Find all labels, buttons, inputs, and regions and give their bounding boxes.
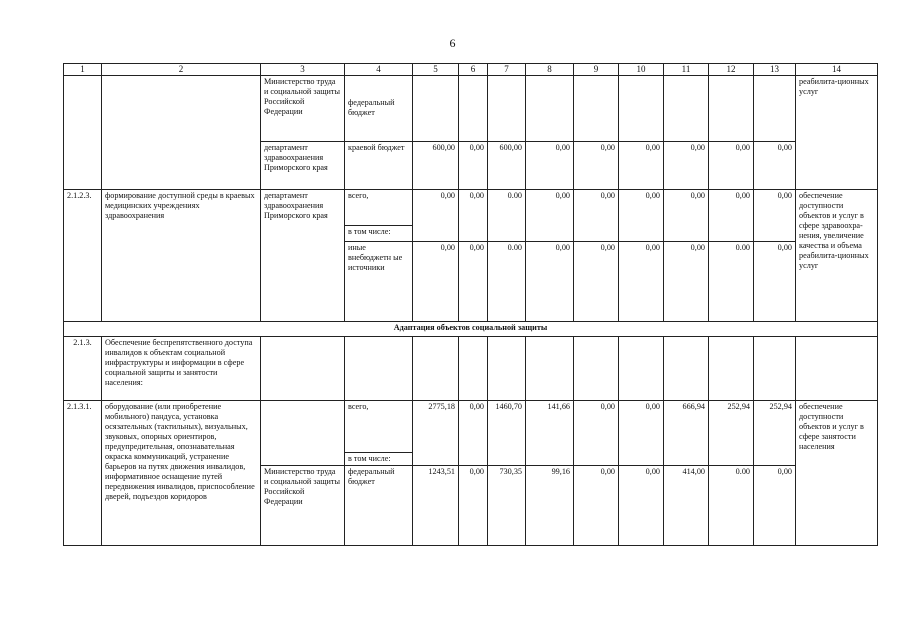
value-cell: 0,00 bbox=[526, 142, 574, 190]
value-cell: 0,00 bbox=[709, 142, 754, 190]
source-cell: федеральный бюджет bbox=[345, 466, 413, 546]
header-cell: 10 bbox=[619, 64, 664, 76]
source-cell: всего, bbox=[345, 190, 413, 226]
table-row bbox=[64, 190, 878, 226]
value-cell bbox=[413, 337, 459, 401]
value-cell: 414,00 bbox=[664, 466, 709, 546]
value-cell: 0,00 bbox=[574, 401, 619, 466]
value-cell bbox=[709, 76, 754, 142]
value-cell: 666,94 bbox=[664, 401, 709, 466]
header-cell: 1 bbox=[64, 64, 102, 76]
value-cell bbox=[574, 76, 619, 142]
result-cell bbox=[796, 337, 878, 401]
value-cell bbox=[574, 337, 619, 401]
value-cell: 0,00 bbox=[664, 190, 709, 242]
value-cell bbox=[459, 76, 488, 142]
table-row bbox=[64, 76, 878, 142]
code-cell: 2.1.3. bbox=[64, 337, 102, 401]
name-cell: оборудование (или приобретение мобильного) пандуса, установка осязательных (тактильных), визуальных, звуковых, опорных ориентиров, предупредительная, опознавательная окраска коммуникаций, устранение барьеров на путях движения инвалидов, информативное оснащение путей передвижения инвалидов, приспособление дверей, подъездов коридоров bbox=[102, 401, 261, 546]
value-cell: 252,94 bbox=[754, 401, 796, 466]
value-cell: 0,00 bbox=[574, 242, 619, 322]
source-cell: иные внебюджетн ые источники bbox=[345, 242, 413, 322]
value-cell: 1243,51 bbox=[413, 466, 459, 546]
value-cell: 600,00 bbox=[413, 142, 459, 190]
value-cell: 0,00 bbox=[619, 190, 664, 242]
value-cell: 730,35 bbox=[488, 466, 526, 546]
value-cell: 0,00 bbox=[619, 242, 664, 322]
value-cell: 0,00 bbox=[574, 466, 619, 546]
source-cell: всего, bbox=[345, 401, 413, 453]
result-cell: реабилита-ционных услуг bbox=[796, 76, 878, 190]
header-cell: 7 bbox=[488, 64, 526, 76]
value-cell: 0.00 bbox=[709, 242, 754, 322]
code-cell: 2.1.2.3. bbox=[64, 190, 102, 322]
header-row bbox=[64, 64, 878, 76]
value-cell: 0,00 bbox=[526, 242, 574, 322]
name-cell: формирование доступной среды в краевых медицинских учреждениях здравоохранения bbox=[102, 190, 261, 322]
value-cell: 0,00 bbox=[459, 466, 488, 546]
header-cell: 3 bbox=[261, 64, 345, 76]
value-cell bbox=[488, 337, 526, 401]
value-cell: 600,00 bbox=[488, 142, 526, 190]
value-cell bbox=[619, 76, 664, 142]
name-cell bbox=[102, 76, 261, 190]
value-cell: 0,00 bbox=[754, 190, 796, 242]
source-cell: в том числе: bbox=[345, 226, 413, 242]
header-cell: 11 bbox=[664, 64, 709, 76]
value-cell: 0,00 bbox=[619, 401, 664, 466]
value-cell: 2775,18 bbox=[413, 401, 459, 466]
header-cell: 12 bbox=[709, 64, 754, 76]
value-cell bbox=[459, 337, 488, 401]
source-cell: краевой бюджет bbox=[345, 142, 413, 190]
header-cell: 8 bbox=[526, 64, 574, 76]
table-row bbox=[64, 337, 878, 401]
executor-cell bbox=[261, 401, 345, 466]
executor-cell: департамент здравоохранения Приморского края bbox=[261, 190, 345, 322]
value-cell: 0,00 bbox=[459, 142, 488, 190]
header-cell: 13 bbox=[754, 64, 796, 76]
result-cell: обеспечение доступности объектов и услуг в сфере занятости населения bbox=[796, 401, 878, 546]
value-cell bbox=[526, 337, 574, 401]
value-cell: 0,00 bbox=[574, 142, 619, 190]
value-cell bbox=[754, 76, 796, 142]
value-cell bbox=[488, 76, 526, 142]
value-cell: 0,00 bbox=[459, 242, 488, 322]
value-cell: 0,00 bbox=[709, 190, 754, 242]
section-title: Адаптация объектов социальной защиты bbox=[64, 322, 878, 337]
header-cell: 9 bbox=[574, 64, 619, 76]
value-cell: 0.00 bbox=[488, 242, 526, 322]
executor-cell: департамент здравоохранения Приморского края bbox=[261, 142, 345, 190]
source-cell: федеральный бюджет bbox=[345, 76, 413, 142]
value-cell bbox=[664, 337, 709, 401]
value-cell bbox=[526, 76, 574, 142]
value-cell: 141,66 bbox=[526, 401, 574, 466]
value-cell bbox=[664, 76, 709, 142]
executor-cell: Министерство труда и социальной защиты Российской Федерации bbox=[261, 76, 345, 142]
value-cell: 0,00 bbox=[413, 242, 459, 322]
header-cell: 2 bbox=[102, 64, 261, 76]
value-cell: 0,00 bbox=[754, 466, 796, 546]
value-cell: 1460,70 bbox=[488, 401, 526, 466]
name-cell: Обеспечение беспрепятственного доступа инвалидов к объектам социальной инфраструктуры и информации в сфере социальной защиты и занятости населения: bbox=[102, 337, 261, 401]
value-cell: 252,94 bbox=[709, 401, 754, 466]
value-cell: 0.00 bbox=[488, 190, 526, 242]
source-cell bbox=[345, 337, 413, 401]
value-cell: 0,00 bbox=[413, 190, 459, 242]
value-cell: 0,00 bbox=[619, 142, 664, 190]
value-cell bbox=[754, 337, 796, 401]
value-cell: 0,00 bbox=[459, 190, 488, 242]
value-cell bbox=[709, 337, 754, 401]
value-cell: 0,00 bbox=[459, 401, 488, 466]
result-cell: обеспечение доступности объектов и услуг в сфере здравоохра-нения, увеличение качества и объема реабилита-ционных услуг bbox=[796, 190, 878, 322]
header-cell: 14 bbox=[796, 64, 878, 76]
code-cell bbox=[64, 76, 102, 190]
value-cell: 99,16 bbox=[526, 466, 574, 546]
value-cell: 0,00 bbox=[664, 142, 709, 190]
code-cell: 2.1.3.1. bbox=[64, 401, 102, 546]
value-cell: 0.00 bbox=[709, 466, 754, 546]
header-cell: 6 bbox=[459, 64, 488, 76]
value-cell: 0,00 bbox=[574, 190, 619, 242]
value-cell: 0,00 bbox=[664, 242, 709, 322]
value-cell: 0,00 bbox=[526, 190, 574, 242]
executor-cell: Министерство труда и социальной защиты Российской Федерации bbox=[261, 466, 345, 546]
header-cell: 4 bbox=[345, 64, 413, 76]
page-number: 6 bbox=[449, 36, 456, 50]
value-cell bbox=[413, 76, 459, 142]
value-cell: 0,00 bbox=[754, 142, 796, 190]
header-cell: 5 bbox=[413, 64, 459, 76]
value-cell bbox=[619, 337, 664, 401]
value-cell: 0,00 bbox=[754, 242, 796, 322]
value-cell: 0,00 bbox=[619, 466, 664, 546]
source-cell: в том числе: bbox=[345, 453, 413, 466]
executor-cell bbox=[261, 337, 345, 401]
section-row bbox=[64, 322, 878, 337]
table-row bbox=[64, 401, 878, 453]
program-table bbox=[63, 63, 878, 546]
